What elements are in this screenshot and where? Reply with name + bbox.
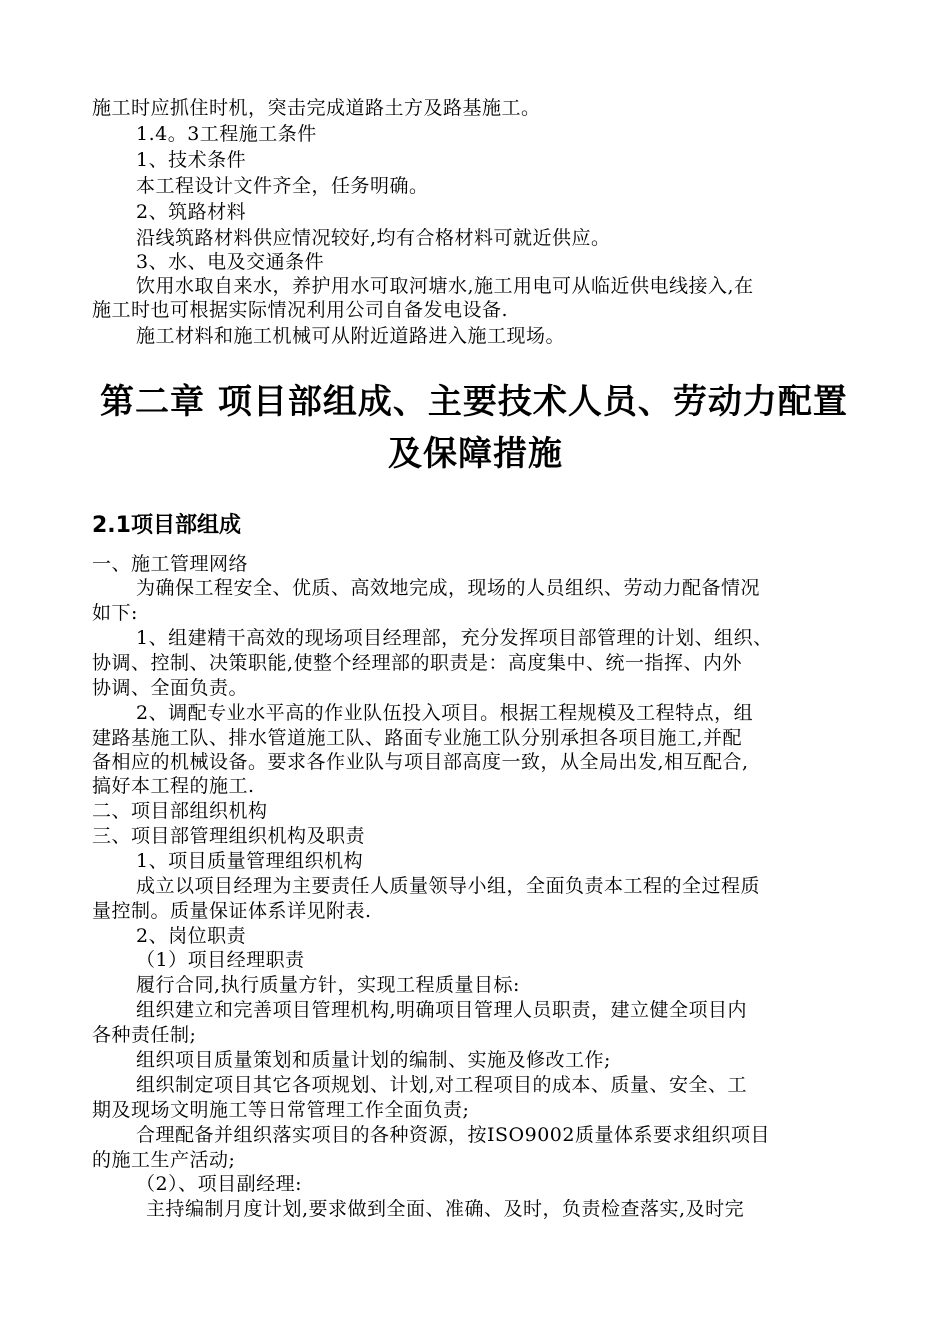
text-line: 如下: xyxy=(92,602,138,624)
text-line: 二、项目部组织机构 xyxy=(92,800,268,822)
text-line: 1、项目质量管理组织机构 xyxy=(136,850,364,872)
text-line: 一、施工管理网络 xyxy=(92,553,249,575)
text-line: 的施工生产活动; xyxy=(92,1149,236,1171)
text-line: 2、岗位职责 xyxy=(136,925,247,947)
text-line: 沿线筑路材料供应情况较好,均有合格材料可就近供应。 xyxy=(136,227,611,249)
text-line: 组织项目质量策划和质量计划的编制、实施及修改工作; xyxy=(136,1049,611,1071)
text-line: （2）、项目副经理: xyxy=(136,1173,302,1195)
text-line: 为确保工程安全、优质、高效地完成，现场的人员组织、劳动力配备情况 xyxy=(136,577,761,599)
text-line: 施工时也可根据实际情况利用公司自备发电设备. xyxy=(92,299,509,321)
text-line: 搞好本工程的施工. xyxy=(92,775,255,797)
list-item-heading: 3、水、电及交通条件 xyxy=(136,251,325,273)
text-line: 量控制。质量保证体系详见附表. xyxy=(92,900,372,922)
text-line: （1）项目经理职责 xyxy=(136,949,305,971)
text-line: 主持编制月度计划,要求做到全面、准确、及时，负责检查落实,及时完 xyxy=(146,1198,745,1220)
list-item-heading: 1、技术条件 xyxy=(136,149,247,171)
text-line: 各种责任制; xyxy=(92,1024,197,1046)
text-line: 协调、全面负责。 xyxy=(92,677,249,699)
text-line: 期及现场文明施工等日常管理工作全面负责; xyxy=(92,1099,470,1121)
text-line: 施工材料和施工机械可从附近道路进入施工现场。 xyxy=(136,325,566,347)
text-line: 2、调配专业水平高的作业队伍投入项目。根据工程规模及工程特点，组 xyxy=(136,702,754,724)
list-item-heading: 2、筑路材料 xyxy=(136,201,247,223)
text-line: 施工时应抓住时机，突击完成道路土方及路基施工。 xyxy=(92,97,541,119)
text-line: 组织制定项目其它各项规划、计划,对工程项目的成本、质量、安全、工 xyxy=(136,1074,748,1096)
section-title: 2.1项目部组成 xyxy=(92,513,241,538)
chapter-title-line-2: 及保障措施 xyxy=(388,434,563,474)
text-line: 履行合同,执行质量方针，实现工程质量目标: xyxy=(136,974,520,996)
text-line: 1、组建精干高效的现场项目经理部，充分发挥项目部管理的计划、组织、 xyxy=(136,627,773,649)
text-line: 成立以项目经理为主要责任人质量领导小组，全面负责本工程的全过程质 xyxy=(136,875,761,897)
text-line: 本工程设计文件齐全，任务明确。 xyxy=(136,175,429,197)
text-line: 三、项目部管理组织机构及职责 xyxy=(92,825,366,847)
text-line: 协调、控制、决策职能,使整个经理部的职责是：高度集中、统一指挥、内外 xyxy=(92,652,743,674)
chapter-title-line-1: 第二章 项目部组成、主要技术人员、劳动力配置 xyxy=(100,382,848,422)
text-line: 饮用水取自来水，养护用水可取河塘水,施工用电可从临近供电线接入,在 xyxy=(136,275,754,297)
subsection-heading: 1.4。3工程施工条件 xyxy=(136,123,317,145)
text-line: 合理配备并组织落实项目的各种资源，按ISO9002质量体系要求组织项目 xyxy=(136,1124,770,1146)
text-line: 建路基施工队、排水管道施工队、路面专业施工队分别承担各项目施工,并配 xyxy=(92,727,743,749)
text-line: 组织建立和完善项目管理机构,明确项目管理人员职责，建立健全项目内 xyxy=(136,999,748,1021)
text-line: 备相应的机械设备。要求各作业队与项目部高度一致，从全局出发,相互配合, xyxy=(92,751,749,773)
